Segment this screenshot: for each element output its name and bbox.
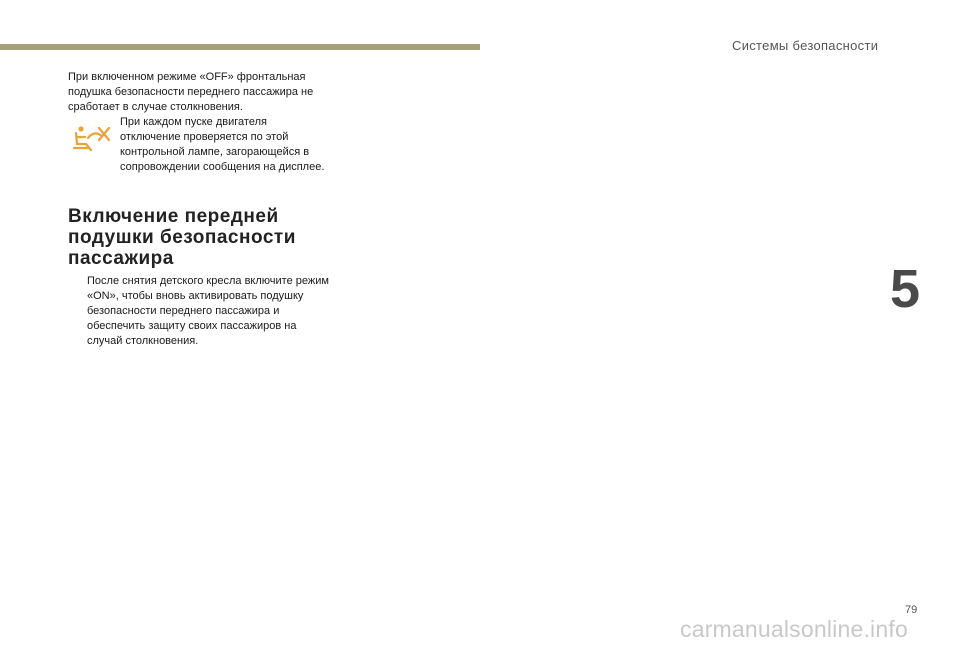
chapter-number: 5 — [890, 259, 921, 319]
step-text: После снятия детского кресла включите режим «ON», чтобы вновь активировать подушку безопасности переднего пассажира и обеспечить защиту своих пассажиров на случай столкновения. — [87, 275, 329, 347]
intro-paragraph: При включенном режиме «OFF» фронтальная подушка безопасности переднего пассажира не сработает в случае столкновения. — [68, 71, 314, 113]
watermark: carmanualsonline.info — [680, 616, 908, 642]
note-text: При каждом пуске двигателя отключение проверяется по этой контрольной лампе, загорающейся в сопровождении сообщения на дисплее. — [120, 116, 325, 173]
airbag-off-warning-icon — [72, 124, 112, 152]
section-heading: Включение передней подушки безопасности пассажира — [68, 206, 296, 269]
header-rule — [0, 44, 480, 50]
section-title: Системы безопасности — [732, 38, 879, 53]
page-number: 79 — [905, 604, 918, 616]
